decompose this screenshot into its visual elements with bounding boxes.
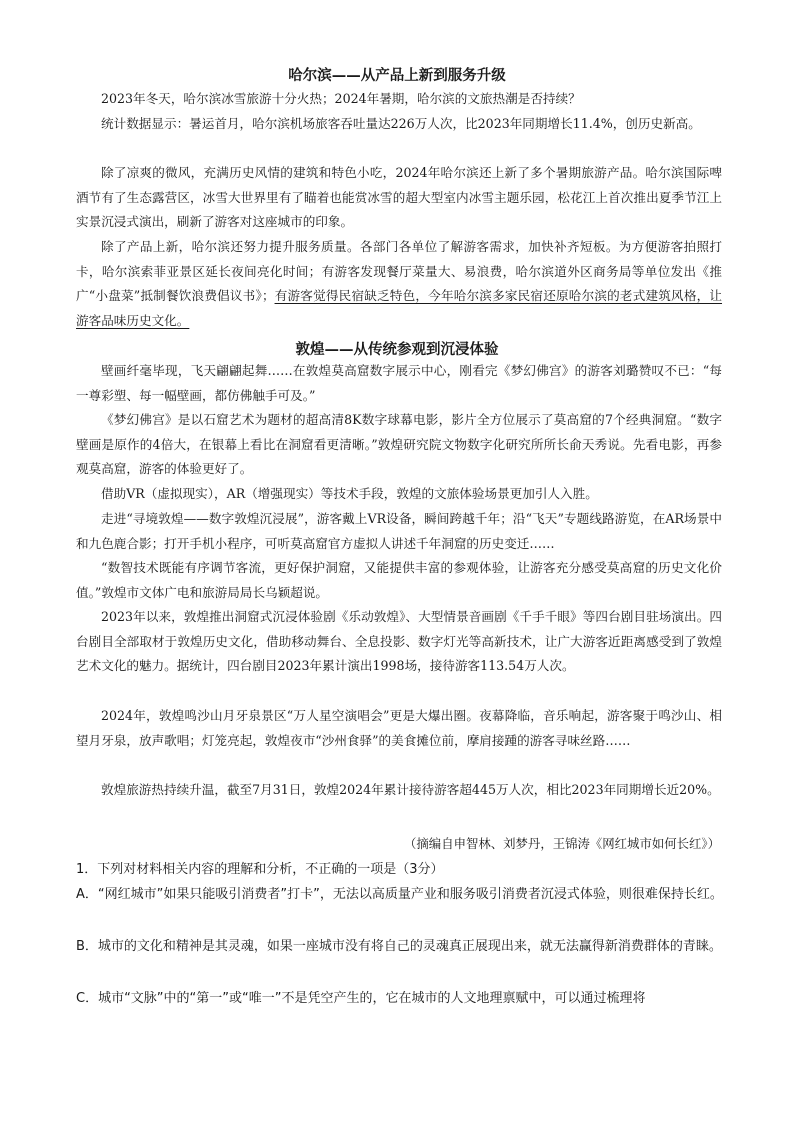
passage1-paragraph-3: 除了凉爽的微风，充满历史风情的建筑和特色小吃，2024年哈尔滨还上新了多个暑期旅游产品。哈尔滨国际啤酒节有了生态露营区，冰雪大世界里有了瞄着也能赏冰雪的超大型室内冰雪主题乐园，松花江上首次推出夏季节江上实景沉浸式演出，刷新了游客对这座城市的印象。 (76, 165, 722, 230)
passage2-paragraph-2: 《梦幻佛宫》是以石窟艺术为题材的超高清8K数字球幕电影，影片全方位展示了莫高窟的7个经典洞窟。“数字壁画是原作的4倍大，在银幕上看比在洞窟看更清晰。”敦煌研究院文物数字化研究所所长俞天秀说。先看电影，再参观莫高窟，游客的体验更好了。 (76, 412, 722, 477)
passage2-paragraph-7: 2024年，敦煌鸣沙山月牙泉景区“万人星空演唱会”更是大爆出圈。夜幕降临，音乐响起，游客聚于鸣沙山、相望月牙泉，放声歌唱；灯笼亮起，敦煌夜市“沙州食驿”的美食摊位前，摩肩接踵的游客寻味丝路…… (76, 708, 722, 748)
passage2-paragraph-5: “数智技术既能有序调节客流，更好保护洞窟，又能提供丰富的参观体验，让游客充分感受莫高窟的历史文化价值。”敦煌市文体广电和旅游局局长乌颖超说。 (76, 560, 722, 600)
option-c: C．城市“文脉”中的“第一”或“唯一”不是凭空产生的，它在城市的人文地理禀赋中，可以通过梳理将 (76, 991, 646, 1006)
passage1-paragraph-4 (76, 235, 722, 333)
passage1-paragraph-4-text: 除了产品上新，哈尔滨还努力提升服务质量。各部门各单位了解游客需求，加快补齐短板。为方便游客拍照打卡，哈尔滨索菲亚景区延长夜间亮化时间；有游客发现餐厅菜量大、易浪费，哈尔滨道外区商务局等单位发出《推广“小盘菜”抵制餐饮浪费倡议书》； (76, 239, 722, 304)
question-stem: 1．下列对材料相关内容的理解和分析，不正确的一项是（3分） (76, 862, 444, 877)
option-a: A．“网红城市”如果只能吸引消费者”打卡”，无法以高质量产业和服务吸引消费者沉浸式体验，则很难保持长红。 (76, 887, 723, 902)
passage2-paragraph-6: 2023年以来，敦煌推出洞窟式沉浸体验剧《乐动敦煌》、大型情景音画剧《千手千眼》等四台剧目驻场演出。四台剧目全部取材于敦煌历史文化，借助移动舞台、全息投影、数字灯光等高新技术，让广大游客近距离感受到了敦煌艺术文化的魅力。据统计，四台剧目2023年累计演出1998场，接待游客113.54万人次。 (76, 609, 722, 674)
passage2-paragraph-3: 借助VR（虚拟现实），AR（增强现实）等技术手段，敦煌的文旅体验场景更加引人入胜。 (101, 486, 598, 501)
passage1-paragraph-2: 统计数据显示：暑运首月，哈尔滨机场旅客吞吐量达226万人次，比2023年同期增长11.4%，创历史新高。 (101, 116, 701, 131)
source-citation: （摘编自申智林、刘梦丹，王锦涛《网红城市如何长红》） (404, 836, 720, 851)
option-b: B．城市的文化和精神是其灵魂，如果一座城市没有将自己的灵魂真正展现出来，就无法赢得新消费群体的青睐。 (76, 939, 722, 954)
passage2-paragraph-8: 敦煌旅游热持续升温，截至7月31日，敦煌2024年累计接待游客超445万人次，相比2023年同期增长近20%。 (101, 782, 720, 797)
passage2-title: 敦煌——从传统参观到沉浸体验 (295, 342, 499, 358)
passage1-paragraph-1: 2023年冬天，哈尔滨冰雪旅游十分火热；2024年暑期，哈尔滨的文旅热潮是否持续？ (101, 91, 581, 106)
passage2-paragraph-4: 走进“寻境敦煌——数字敦煌沉浸展”，游客戴上VR设备，瞬间跨越千年；沿“飞天”专题线路游览，在AR场景中和九色鹿合影；打开手机小程序，可听莫高窟官方虚拟人讲述千年洞窟的历史变迁…… (76, 511, 722, 551)
passage1-title: 哈尔滨——从产品上新到服务升级 (288, 68, 506, 84)
passage2-paragraph-1: 壁画纤毫毕现，飞天翩翩起舞……在敦煌莫高窟数字展示中心，刚看完《梦幻佛宫》的游客刘璐赞叹不已：“每一尊彩塑、每一幅壁画，都仿佛触手可及。” (76, 363, 722, 403)
underlined-sentence: 有游客觉得民宿缺乏特色，今年哈尔滨多家民宿还原哈尔滨的老式建筑风格，让游客品味历史文化。 (76, 288, 723, 328)
